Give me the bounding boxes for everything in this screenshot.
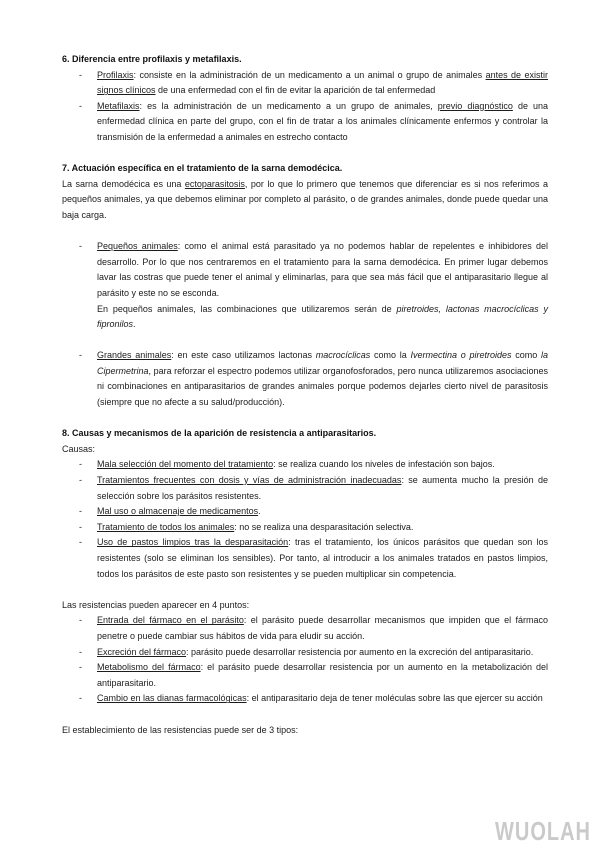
bullet-dash: - xyxy=(79,521,82,532)
item-text: : no se realiza una desparasitación selectiva. xyxy=(234,521,414,532)
item-underlined-text: previo diagnóstico xyxy=(437,100,513,111)
watermark-logo: WUOLAH xyxy=(495,817,591,847)
item-term: Mala selección del momento del tratamiento xyxy=(97,459,274,470)
item-text: . xyxy=(133,319,136,330)
bullet-dash: - xyxy=(79,100,82,111)
item-term: Tratamiento de todos los animales xyxy=(97,521,235,532)
list-item-cause xyxy=(62,504,548,520)
list-item-metafilaxis xyxy=(62,99,548,146)
bullet-dash: - xyxy=(79,475,82,486)
list-item-profilaxis xyxy=(62,68,548,99)
item-term: Metabolismo del fármaco xyxy=(97,662,201,673)
item-term: Cambio en las dianas farmacológicas xyxy=(97,693,247,704)
item-text: : consiste en la administración de un medicamento a un animal o grupo de animales xyxy=(133,69,486,80)
types-label: El establecimiento de las resistencias puede ser de 3 tipos: xyxy=(62,724,299,735)
item-term: Profilaxis xyxy=(97,69,134,80)
item-text: : el parásito puede desarrollar resistencia por un aumento en la metabolización del antiparasitario. xyxy=(97,662,549,688)
list-item-point xyxy=(62,613,548,644)
list-item-cause xyxy=(62,535,548,582)
item-text: : se aumenta mucho la presión de selección sobre los parásitos resistentes. xyxy=(97,475,548,501)
list-item-cause xyxy=(62,520,548,536)
item-text: . xyxy=(258,506,261,517)
list-item-point xyxy=(62,645,548,661)
bullet-dash: - xyxy=(79,646,82,657)
item-text: de una enfermedad con el fin de evitar la aparición de tal enfermedad xyxy=(155,85,436,96)
bullet-dash: - xyxy=(79,506,82,517)
item-term: Pequeños animales xyxy=(97,241,178,252)
causes-label: Causas: xyxy=(62,443,96,454)
item-italic-text: la Cipermetrina xyxy=(97,350,549,376)
item-text: como xyxy=(511,350,541,361)
paragraph-text: , por lo que lo primero que tenemos que diferenciar es si nos referimos a pequeños animales, ya que debemos eliminar por completo al parásito, o de grandes animales, donde puede quedar una baja carga. xyxy=(62,178,549,220)
item-italic-text: macrocíclicas xyxy=(315,350,371,361)
bullet-dash: - xyxy=(79,662,82,673)
bullet-dash: - xyxy=(79,350,82,361)
item-text: : se realiza cuando los niveles de infestación son bajos. xyxy=(273,459,495,470)
bullet-dash: - xyxy=(79,537,82,548)
intro-paragraph xyxy=(62,177,548,224)
bullet-dash: - xyxy=(79,241,82,252)
points-label: Las resistencias pueden aparecer en 4 puntos: xyxy=(62,599,250,610)
item-text: En pequeños animales, las combinaciones que utilizaremos serán de xyxy=(97,303,397,314)
list-item-point xyxy=(62,691,548,707)
item-term: Mal uso o almacenaje de medicamentos xyxy=(97,506,259,517)
section-8 xyxy=(62,426,548,738)
item-text: : tras el tratamiento, los únicos parásitos que quedan son los resistentes (solo se eliminan los sensibles). Por tanto, al introducir a los animales tratados en pastos limpios, todos los parásitos de este pasto son resistentes y se pueden multiplicar sin competencia. xyxy=(97,537,549,579)
bullet-dash: - xyxy=(79,459,82,470)
paragraph-underlined-text: ectoparasitosis xyxy=(184,178,245,189)
item-italic-text: Ivermectina o piretroides xyxy=(410,350,512,361)
item-text: : el antiparasitario deja de tener moléculas sobre las que ejercer su acción xyxy=(246,693,543,704)
section-heading: 7. Actuación específica en el tratamiento de la sarna demodécica. xyxy=(62,163,343,174)
item-text: : en este caso utilizamos lactonas xyxy=(171,350,316,361)
item-italic-text: piretroides, lactonas macrocíclicas y fipronilos xyxy=(97,303,548,330)
bullet-dash: - xyxy=(79,693,82,704)
bullet-dash: - xyxy=(79,69,82,80)
item-term: Grandes animales xyxy=(97,350,172,361)
item-underlined-text: antes de existir signos clínicos xyxy=(97,69,549,96)
item-term: Entrada del fármaco en el parásito xyxy=(97,615,244,626)
list-item-small-animals xyxy=(62,239,548,333)
item-term: Excreción del fármaco xyxy=(97,646,187,657)
item-text: : parásito puede desarrollar resistencia por aumento en la excreción del antiparasitario. xyxy=(186,646,534,657)
item-text: : es la administración de un medicamento a un grupo de animales, xyxy=(139,100,438,111)
item-subparagraph xyxy=(97,302,548,333)
item-term: Tratamientos frecuentes con dosis y vías de administración inadecuadas xyxy=(97,475,402,486)
section-heading: 8. Causas y mecanismos de la aparición de resistencia a antiparasitarios. xyxy=(62,428,377,439)
list-item-point xyxy=(62,660,548,691)
section-7 xyxy=(62,161,548,411)
item-term: Uso de pastos limpios tras la desparasitación xyxy=(97,537,289,548)
item-text: de una enfermedad clínica en parte del grupo, con el fin de tratar a los animales clínicamente enfermos y controlar la transmisión de la enfermedad a animales en estrecho contacto xyxy=(97,100,549,142)
item-term: Metafilaxis xyxy=(97,100,140,111)
paragraph-text: La sarna demodécica es una xyxy=(62,178,185,189)
bullet-dash: - xyxy=(79,615,82,626)
list-item-large-animals xyxy=(62,348,548,410)
item-text: como la xyxy=(370,350,411,361)
document-page xyxy=(62,52,548,738)
item-text: , para reforzar el espectro podemos utilizar organofosforados, pero nunca utilizaremos asociaciones ni combinaciones en antiparasitarios de grandes animales porque podemos dejarles cierto nivel de parasitosis (siempre que no afecte a su salud/producción). xyxy=(97,365,548,408)
section-heading: 6. Diferencia entre profilaxis y metafilaxis. xyxy=(62,54,242,64)
item-paragraph xyxy=(97,239,548,301)
list-item-cause xyxy=(62,457,548,473)
section-6 xyxy=(62,52,548,146)
item-text: : el parásito puede desarrollar mecanismos que impiden que el fármaco penetre o puede cambiar sus hábitos de vida para eludir su acción. xyxy=(97,615,548,641)
item-text: : como el animal está parasitado ya no podemos hablar de repelentes e inhibidores del desarrollo. Por lo que nos centraremos en el tratamiento para la sarna demodécica. En primer lugar debemos lavar las costras que puede tener el animal y eliminarlas, para que sea más fácil que el antiparasitario llegue al parásito y este no se esconda. xyxy=(97,241,548,298)
list-item-cause xyxy=(62,473,548,504)
